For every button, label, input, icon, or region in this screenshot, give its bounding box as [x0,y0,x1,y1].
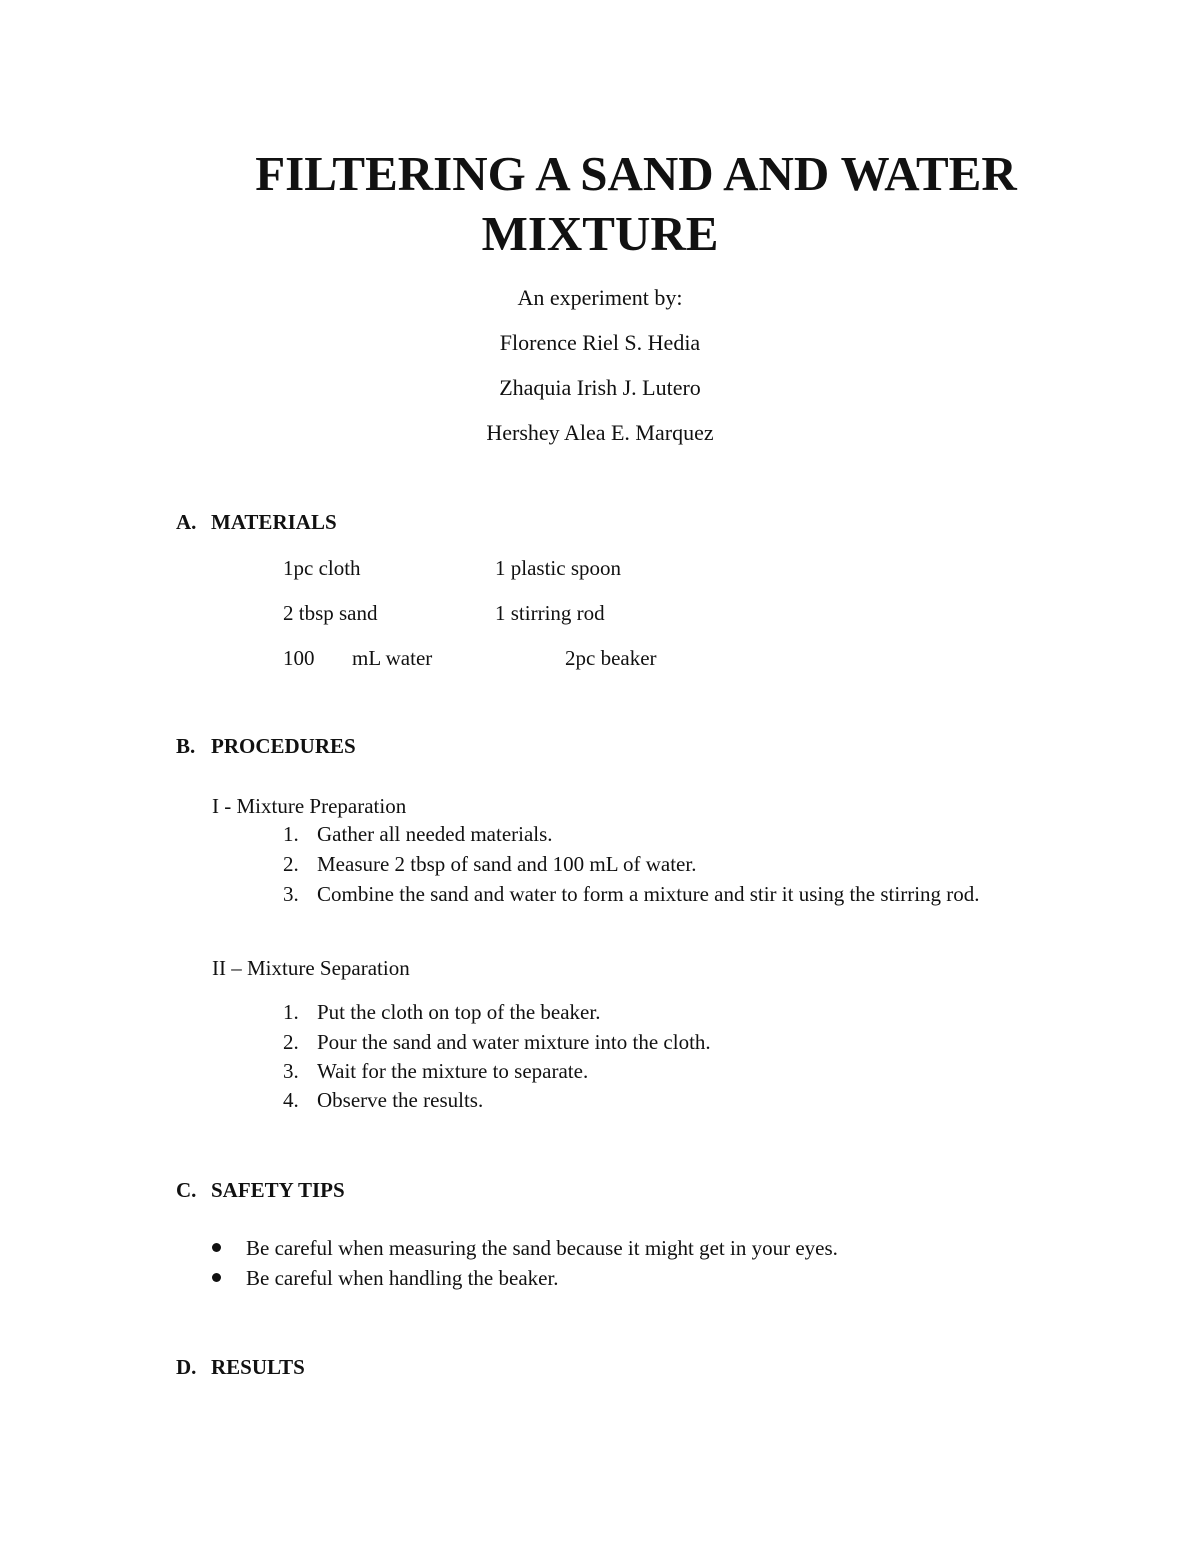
procedure-part-title: I - Mixture Preparation [212,794,407,818]
procedure-step: Gather all needed materials. [317,822,553,846]
document-title-line-2: MIXTURE [481,206,719,261]
step-number: 1. [283,822,299,846]
section-heading-materials [176,508,337,536]
step-number: 3. [283,882,299,906]
section-letter: B. [176,734,196,758]
section-title: PROCEDURES [211,734,356,758]
author-name: Hershey Alea E. Marquez [486,420,714,445]
procedure-part-title: II – Mixture Separation [212,956,410,980]
section-title: MATERIALS [211,510,337,534]
bullet-icon [212,1243,221,1252]
author-name: Florence Riel S. Hedia [499,330,701,355]
section-heading-procedures [176,732,356,760]
section-letter: A. [176,510,197,534]
material-item: 2pc beaker [565,646,657,670]
material-item-unit: mL water [352,646,433,670]
procedure-step: Put the cloth on top of the beaker. [317,1000,601,1024]
material-item: 1 plastic spoon [495,556,621,580]
step-number: 3. [283,1059,299,1083]
procedure-step: Wait for the mixture to separate. [317,1059,589,1083]
document-title-line-1: FILTERING A SAND AND WATER [255,146,1017,201]
section-letter: D. [176,1355,197,1379]
section-heading-safety-tips [176,1176,345,1204]
section-title: RESULTS [211,1355,305,1379]
procedure-step: Observe the results. [317,1088,484,1112]
procedure-step: Combine the sand and water to form a mixture and stir it using the stirring rod. [317,882,980,906]
material-item: 1pc cloth [283,556,361,580]
material-item: 2 tbsp sand [283,601,378,625]
step-number: 2. [283,852,299,876]
step-number: 4. [283,1088,299,1112]
material-item-quantity: 100 [283,646,315,670]
step-number: 1. [283,1000,299,1024]
section-letter: C. [176,1178,197,1202]
step-number: 2. [283,1030,299,1054]
byline-intro: An experiment by: [517,285,683,310]
section-heading-results [176,1353,305,1381]
safety-tip: Be careful when measuring the sand because it might get in your eyes. [246,1236,838,1260]
author-name: Zhaquia Irish J. Lutero [499,375,701,400]
bullet-icon [212,1273,221,1282]
section-title: SAFETY TIPS [211,1178,345,1202]
safety-tip: Be careful when handling the beaker. [246,1266,559,1290]
procedure-step: Pour the sand and water mixture into the cloth. [317,1030,711,1054]
material-item: 1 stirring rod [495,601,605,625]
procedure-step: Measure 2 tbsp of sand and 100 mL of water. [317,852,697,876]
